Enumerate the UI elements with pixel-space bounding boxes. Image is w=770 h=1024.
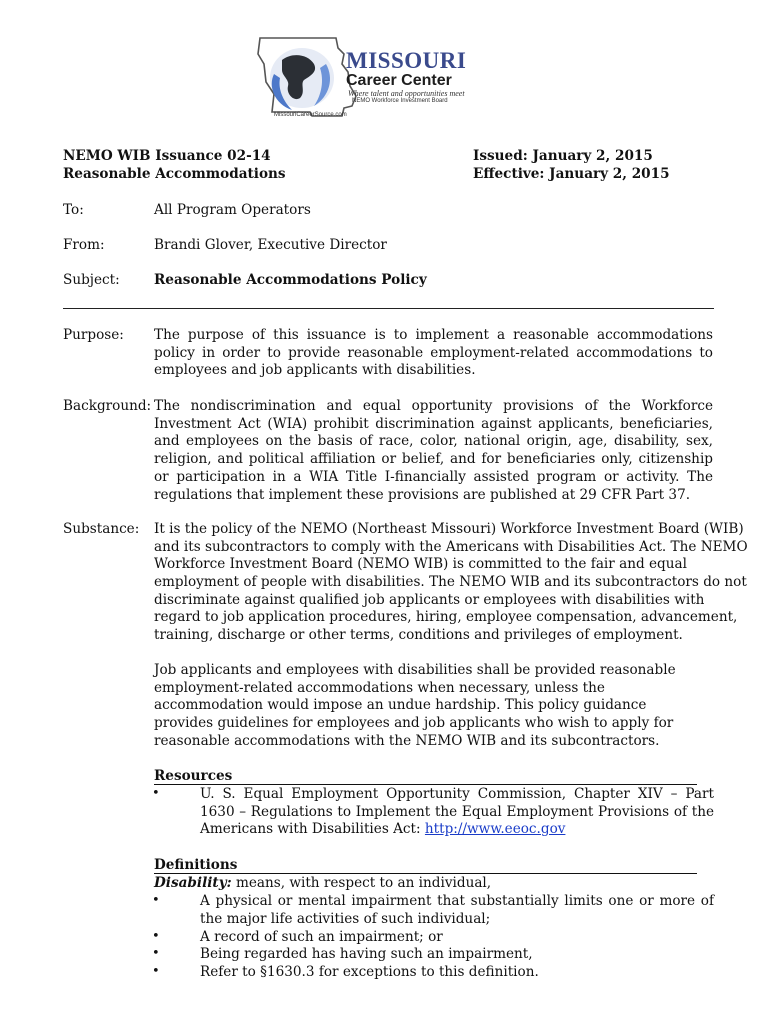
disability-term-def: means, with respect to an individual,: [235, 875, 492, 891]
definitions-heading: [154, 857, 697, 874]
substance-line: reasonable accommodations with the NEMO WIB and its subcontractors.: [154, 733, 660, 749]
to-value: All Program Operators: [154, 202, 311, 218]
logo-subtitle: Career Center: [346, 72, 452, 89]
resources-item-text: U. S. Equal Employment Opportunity Commission, Chapter XIV – Part 1630 – Regulations to Implement the Equal Employment Provisions of the Americans with Disabilities Act:: [200, 786, 714, 838]
substance-line: Workforce Investment Board (NEMO WIB) is committed to the fair and equal: [154, 556, 687, 572]
definition-item: A record of such an impairment; or: [200, 929, 443, 945]
logo-title: MISSOURI: [346, 48, 467, 73]
definition-item: A physical or mental impairment that substantially limits one or more of the major life activities of such individual;: [200, 893, 714, 927]
disability-term: Disability:: [154, 875, 232, 891]
disability-definition: [154, 875, 491, 893]
subject-label: Subject:: [63, 272, 120, 288]
substance-line: It is the policy of the NEMO (Northeast Missouri) Workforce Investment Board (WIB): [154, 521, 744, 537]
purpose-label: Purpose:: [63, 327, 124, 343]
definitions-heading-text: Definitions: [154, 857, 238, 873]
eeoc-link[interactable]: http://www.eeoc.gov: [424, 821, 566, 838]
resources-heading: [154, 768, 697, 785]
logo-board: NEMO Workforce Investment Board: [352, 98, 448, 104]
from-value: Brandi Glover, Executive Director: [154, 237, 387, 253]
background-label: Background:: [63, 398, 152, 414]
substance-line: Job applicants and employees with disabilities shall be provided reasonable: [154, 662, 676, 678]
substance-line: training, discharge or other terms, conditions and privileges of employment.: [154, 627, 683, 643]
header-divider: [63, 308, 714, 309]
purpose-text: The purpose of this issuance is to implement a reasonable accommodations policy in order to provide reasonable employment-related accommodations to employees and job applicants with disabilities.: [154, 327, 713, 379]
resources-bullet: •: [152, 786, 160, 801]
substance-line: accommodation would impose an undue hardship. This policy guidance: [154, 697, 647, 713]
definition-bullet: •: [152, 946, 160, 961]
background-text: The nondiscrimination and equal opportunity provisions of the Workforce Investment Act (WIA) prohibit discrimination against applicants, beneficiaries, and employees on the basis of race, color, national origin, age, disability, sex, religion, and political affiliation or belief, and for beneficiaries only, citizenship or participation in a WIA Title I-financially assisted program or activity. The regulations that implement these provisions are published at 29 CFR Part 37.: [154, 398, 713, 503]
issued-date: Issued: January 2, 2015: [473, 148, 653, 164]
substance-label: Substance:: [63, 521, 140, 537]
substance-line: employment of people with disabilities. The NEMO WIB and its subcontractors do not: [154, 574, 747, 590]
substance-line: discriminate against qualified job applicants or employees with disabilities with: [154, 592, 705, 608]
subject-value: Reasonable Accommodations Policy: [154, 272, 427, 288]
definition-item: Being regarded has having such an impairment,: [200, 946, 533, 962]
issuance-title: Reasonable Accommodations: [63, 166, 286, 182]
from-label: From:: [63, 237, 105, 253]
definition-bullet: •: [152, 893, 160, 908]
to-label: To:: [63, 202, 84, 218]
resources-heading-text: Resources: [154, 768, 233, 784]
substance-line: employment-related accommodations when necessary, unless the: [154, 680, 605, 696]
resources-item: [200, 786, 714, 839]
definition-bullet: •: [152, 964, 160, 979]
effective-date: Effective: January 2, 2015: [473, 166, 670, 182]
substance-line: regard to job application procedures, hiring, employee compensation, advancement,: [154, 609, 738, 625]
substance-line: and its subcontractors to comply with the Americans with Disabilities Act. The NEMO: [154, 539, 748, 555]
definition-item: Refer to §1630.3 for exceptions to this definition.: [200, 964, 539, 980]
substance-line: provides guidelines for employees and job applicants who wish to apply for: [154, 715, 674, 731]
logo-tagline: Where talent and opportunities meet: [348, 89, 465, 98]
issuance-number: NEMO WIB Issuance 02-14: [63, 148, 271, 164]
logo-url: MissouriCareerSource.com: [274, 112, 347, 118]
definition-bullet: •: [152, 929, 160, 944]
